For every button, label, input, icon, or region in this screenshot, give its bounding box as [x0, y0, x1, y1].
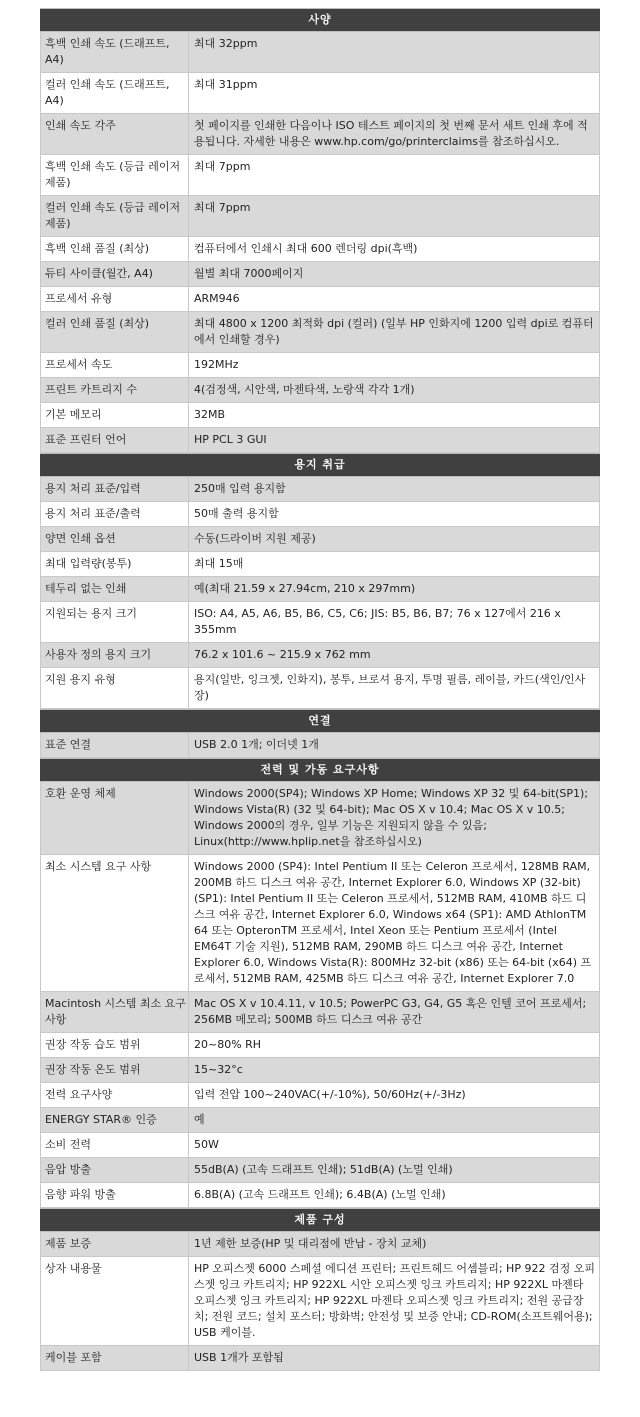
spec-value: Windows 2000(SP4); Windows XP Home; Windows XP 32 및 64-bit(SP1); Windows Vista(R) (32 및 64-bit); Mac OS X v 10.4; Mac OS X v 10.5; Windows 2000의 경우, 일부 기능은 지원되지 않을 수 있음; Linux(http://www.hplip.net을 참조하십시오) [194, 787, 589, 848]
spec-label: 표준 연결 [41, 733, 189, 757]
spec-section [40, 758, 600, 1208]
spec-value: 수동(드라이버 지원 제공) [194, 532, 316, 545]
spec-label: 최대 입력량(봉투) [41, 552, 189, 576]
table-row [40, 992, 600, 1033]
spec-value: 최대 15매 [194, 557, 244, 570]
table-row [40, 403, 600, 428]
table-row [40, 1058, 600, 1083]
spec-value: 20~80% RH [194, 1038, 262, 1051]
table-row [40, 577, 600, 602]
spec-value: 6.8B(A) (고속 드래프트 인쇄); 6.4B(A) (노멀 인쇄) [194, 1188, 446, 1201]
spec-label: 흑백 인쇄 속도 (등급 레이저 제품) [41, 155, 189, 195]
table-row [40, 1257, 600, 1346]
spec-value: 50매 출력 용지함 [194, 507, 279, 520]
table-row [40, 668, 600, 709]
spec-value: 32MB [194, 408, 226, 421]
spec-label: 권장 작동 습도 범위 [41, 1033, 189, 1057]
section-title: 전력 및 가동 요구사항 [40, 758, 600, 782]
section-title: 제품 구성 [40, 1208, 600, 1232]
spec-value: 192MHz [194, 358, 239, 371]
table-row [40, 527, 600, 552]
spec-value: 예 [194, 1113, 205, 1126]
table-row [40, 502, 600, 527]
spec-value: 최대 31ppm [194, 78, 258, 91]
table-row [40, 155, 600, 196]
spec-table [40, 8, 600, 1371]
spec-label: 지원되는 용지 크기 [41, 602, 189, 642]
spec-value: 최대 7ppm [194, 160, 251, 173]
spec-label: 테두리 없는 인쇄 [41, 577, 189, 601]
table-row [40, 1183, 600, 1208]
spec-label: 용지 처리 표준/출력 [41, 502, 189, 526]
table-row [40, 552, 600, 577]
spec-label: 인쇄 속도 각주 [41, 114, 189, 154]
section-title: 연결 [40, 709, 600, 733]
spec-value: 15~32°c [194, 1063, 243, 1076]
spec-value: 55dB(A) (고속 드래프트 인쇄); 51dB(A) (노멀 인쇄) [194, 1163, 453, 1176]
section-title: 사양 [40, 8, 600, 32]
spec-label: 음압 방출 [41, 1158, 189, 1182]
spec-label: 호환 운영 체제 [41, 782, 189, 854]
table-row [40, 782, 600, 855]
spec-value: HP 오피스젯 6000 스페셜 에디션 프린터; 프린트헤드 어셈블리; HP 922 검정 오피스젯 잉크 카트리지; HP 922XL 시안 오피스젯 잉크 카트리지; HP 922XL 마젠타 오피스젯 잉크 카트리지; HP 922XL 마젠타 오피스젯 잉크 카트리지; 전원 공급장치; 전원 코드; 설치 포스터; 방화벽; 안전성 및 보증 안내; CD-ROM(소프트웨어용); USB 케이블. [194, 1262, 595, 1339]
table-row [40, 733, 600, 758]
spec-label: 프로세서 속도 [41, 353, 189, 377]
table-row [40, 353, 600, 378]
table-row [40, 477, 600, 502]
spec-label: 지원 용지 유형 [41, 668, 189, 708]
table-row [40, 1033, 600, 1058]
table-row [40, 114, 600, 155]
table-row [40, 262, 600, 287]
table-row [40, 643, 600, 668]
section-title: 용지 취급 [40, 453, 600, 477]
spec-value: 최대 7ppm [194, 201, 251, 214]
spec-label: 컬러 인쇄 품질 (최상) [41, 312, 189, 352]
spec-label: 표준 프린터 언어 [41, 428, 189, 452]
table-row [40, 1346, 600, 1371]
spec-label: 듀티 사이클(월간, A4) [41, 262, 189, 286]
table-row [40, 287, 600, 312]
spec-value: 첫 페이지를 인쇄한 다음이나 ISO 테스트 페이지의 첫 번째 문서 세트 인쇄 후에 적용됩니다. 자세한 내용은 www.hp.com/go/printerclaims를 참조하십시오. [194, 119, 588, 148]
table-row [40, 237, 600, 262]
spec-value: 50W [194, 1138, 219, 1151]
spec-section [40, 453, 600, 709]
spec-value: 용지(일반, 잉크젯, 인화지), 봉투, 브로셔 용지, 투명 필름, 레이블, 카드(색인/인사장) [194, 673, 586, 702]
spec-value: 1년 제한 보증(HP 및 대리점에 반납 - 장치 교체) [194, 1237, 427, 1250]
spec-label: 상자 내용물 [41, 1257, 189, 1345]
spec-label: 프로세서 유형 [41, 287, 189, 311]
spec-value: 4(검정색, 시안색, 마젠타색, 노랑색 각각 1개) [194, 383, 415, 396]
spec-label: 양면 인쇄 옵션 [41, 527, 189, 551]
spec-label: Macintosh 시스템 최소 요구사항 [41, 992, 189, 1032]
spec-value: USB 2.0 1개; 이더넷 1개 [194, 738, 319, 751]
spec-value: ARM946 [194, 292, 240, 305]
table-row [40, 1158, 600, 1183]
spec-section [40, 8, 600, 453]
table-row [40, 1133, 600, 1158]
table-row [40, 378, 600, 403]
spec-value: 최대 32ppm [194, 37, 258, 50]
table-row [40, 32, 600, 73]
spec-section [40, 709, 600, 758]
table-row [40, 196, 600, 237]
spec-label: 사용자 정의 용지 크기 [41, 643, 189, 667]
spec-label: 전력 요구사양 [41, 1083, 189, 1107]
table-row [40, 1083, 600, 1108]
spec-section [40, 1208, 600, 1371]
spec-value: Mac OS X v 10.4.11, v 10.5; PowerPC G3, G4, G5 혹은 인텔 코어 프로세서; 256MB 메모리; 500MB 하드 디스크 여유 공간 [194, 997, 587, 1026]
spec-label: 프린트 카트리지 수 [41, 378, 189, 402]
table-row [40, 1108, 600, 1133]
table-row [40, 312, 600, 353]
spec-value: 76.2 x 101.6 ~ 215.9 x 762 mm [194, 648, 371, 661]
spec-label: 케이블 포함 [41, 1346, 189, 1370]
spec-value: 월별 최대 7000페이지 [194, 267, 304, 280]
spec-label: 기본 메모리 [41, 403, 189, 427]
spec-value: ISO: A4, A5, A6, B5, B6, C5, C6; JIS: B5, B6, B7; 76 x 127에서 216 x 355mm [194, 607, 561, 636]
spec-label: 컬러 인쇄 속도 (등급 레이저 제품) [41, 196, 189, 236]
spec-value: 예(최대 21.59 x 27.94cm, 210 x 297mm) [194, 582, 416, 595]
spec-label: 최소 시스템 요구 사항 [41, 855, 189, 991]
table-row [40, 1232, 600, 1257]
spec-value: 최대 4800 x 1200 최적화 dpi (컬러) (일부 HP 인화지에 1200 입력 dpi로 컴퓨터에서 인쇄할 경우) [194, 317, 594, 346]
spec-label: 소비 전력 [41, 1133, 189, 1157]
spec-value: 컴퓨터에서 인쇄시 최대 600 렌더링 dpi(흑백) [194, 242, 418, 255]
spec-label: ENERGY STAR® 인증 [41, 1108, 189, 1132]
spec-label: 흑백 인쇄 품질 (최상) [41, 237, 189, 261]
spec-value: 입력 전압 100~240VAC(+/-10%), 50/60Hz(+/-3Hz) [194, 1088, 466, 1101]
spec-label: 컬러 인쇄 속도 (드래프트, A4) [41, 73, 189, 113]
spec-label: 흑백 인쇄 속도 (드래프트, A4) [41, 32, 189, 72]
spec-label: 권장 작동 온도 범위 [41, 1058, 189, 1082]
table-row [40, 855, 600, 992]
table-row [40, 428, 600, 453]
spec-value: 250매 입력 용지함 [194, 482, 286, 495]
spec-value: Windows 2000 (SP4): Intel Pentium II 또는 Celeron 프로세서, 128MB RAM, 200MB 하드 디스크 여유 공간, Internet Explorer 6.0, Windows XP (32-bit) (SP1): Intel Pentium II 또는 Celeron 프로세서, 512MB RAM, 410MB 하드 디스크 여유 공간, Internet Explorer 6.0, Windows x64 (SP1): AMD AthlonTM 64 또는 OpteronTM 프로세서, Intel Xeon 또는 Pentium 프로세서 (Intel EM64T 기술 지원), 512MB RAM, 290MB 하드 디스크 여유 공간, Internet Explorer 6.0, Windows Vista(R): 800MHz 32-bit (x86) 또는 64-bit (x64) 프로세서, 512MB RAM, 425MB 하드 디스크 여유 공간, Internet Explorer 7.0 [194, 860, 592, 985]
spec-label: 음향 파워 방출 [41, 1183, 189, 1207]
table-row [40, 602, 600, 643]
table-row [40, 73, 600, 114]
spec-label: 용지 처리 표준/입력 [41, 477, 189, 501]
spec-label: 제품 보증 [41, 1232, 189, 1256]
spec-value: USB 1개가 포함됨 [194, 1351, 284, 1364]
spec-value: HP PCL 3 GUI [194, 433, 267, 446]
